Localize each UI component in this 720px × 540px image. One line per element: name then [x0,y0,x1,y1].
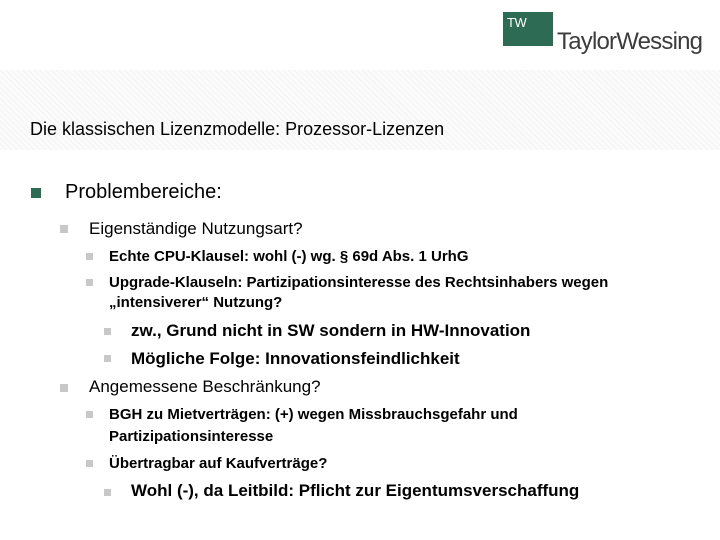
bullet-bgh: BGH zu Mietverträgen: (+) wegen Missbrauchsgefahr und [109,406,518,423]
bullet-square-icon [86,460,93,467]
bullet-square-icon [104,489,111,496]
bullet-nutzungsart: Eigenständige Nutzungsart? [89,219,303,238]
bullet-moegliche-folge: Mögliche Folge: Innovationsfeindlichkeit [131,349,460,368]
bullet-square-icon [104,328,111,335]
bullet-square-icon [86,411,93,418]
bullet-kaufvertraege: Übertragbar auf Kaufverträge? [109,455,328,472]
slide-title: Die klassischen Lizenzmodelle: Prozessor-Lizenzen [30,119,445,139]
taylorwessing-logo [503,12,703,54]
bullet-problembereiche: Problembereiche: [65,181,222,203]
bullet-square-icon [104,355,111,362]
bullet-upgrade-klauseln: Upgrade-Klauseln: Partizipationsinteresse des Rechtsinhabers wegen [109,274,609,291]
bullet-leitbild: Wohl (-), da Leitbild: Pflicht zur Eigentumsverschaffung [131,481,580,500]
bullet-square-icon [31,188,41,198]
bullet-bgh-cont: Partizipationsinteresse [109,428,274,445]
bullet-sw-innovation: zw., Grund nicht in SW sondern in HW-Innovation [131,321,531,340]
bullet-square-icon [60,225,68,233]
bullet-square-icon [60,384,68,392]
bullet-beschraenkung: Angemessene Beschränkung? [89,377,321,396]
logo-text: TaylorWessing [557,28,703,55]
bullet-upgrade-klauseln-cont: „intensiverer“ Nutzung? [109,294,283,311]
logo-tw-box: TW [503,12,553,46]
bullet-cpu-klausel: Echte CPU-Klausel: wohl (-) wg. § 69d Abs. 1 UrhG [109,248,469,265]
bullet-square-icon [86,253,93,260]
bullet-square-icon [86,279,93,286]
